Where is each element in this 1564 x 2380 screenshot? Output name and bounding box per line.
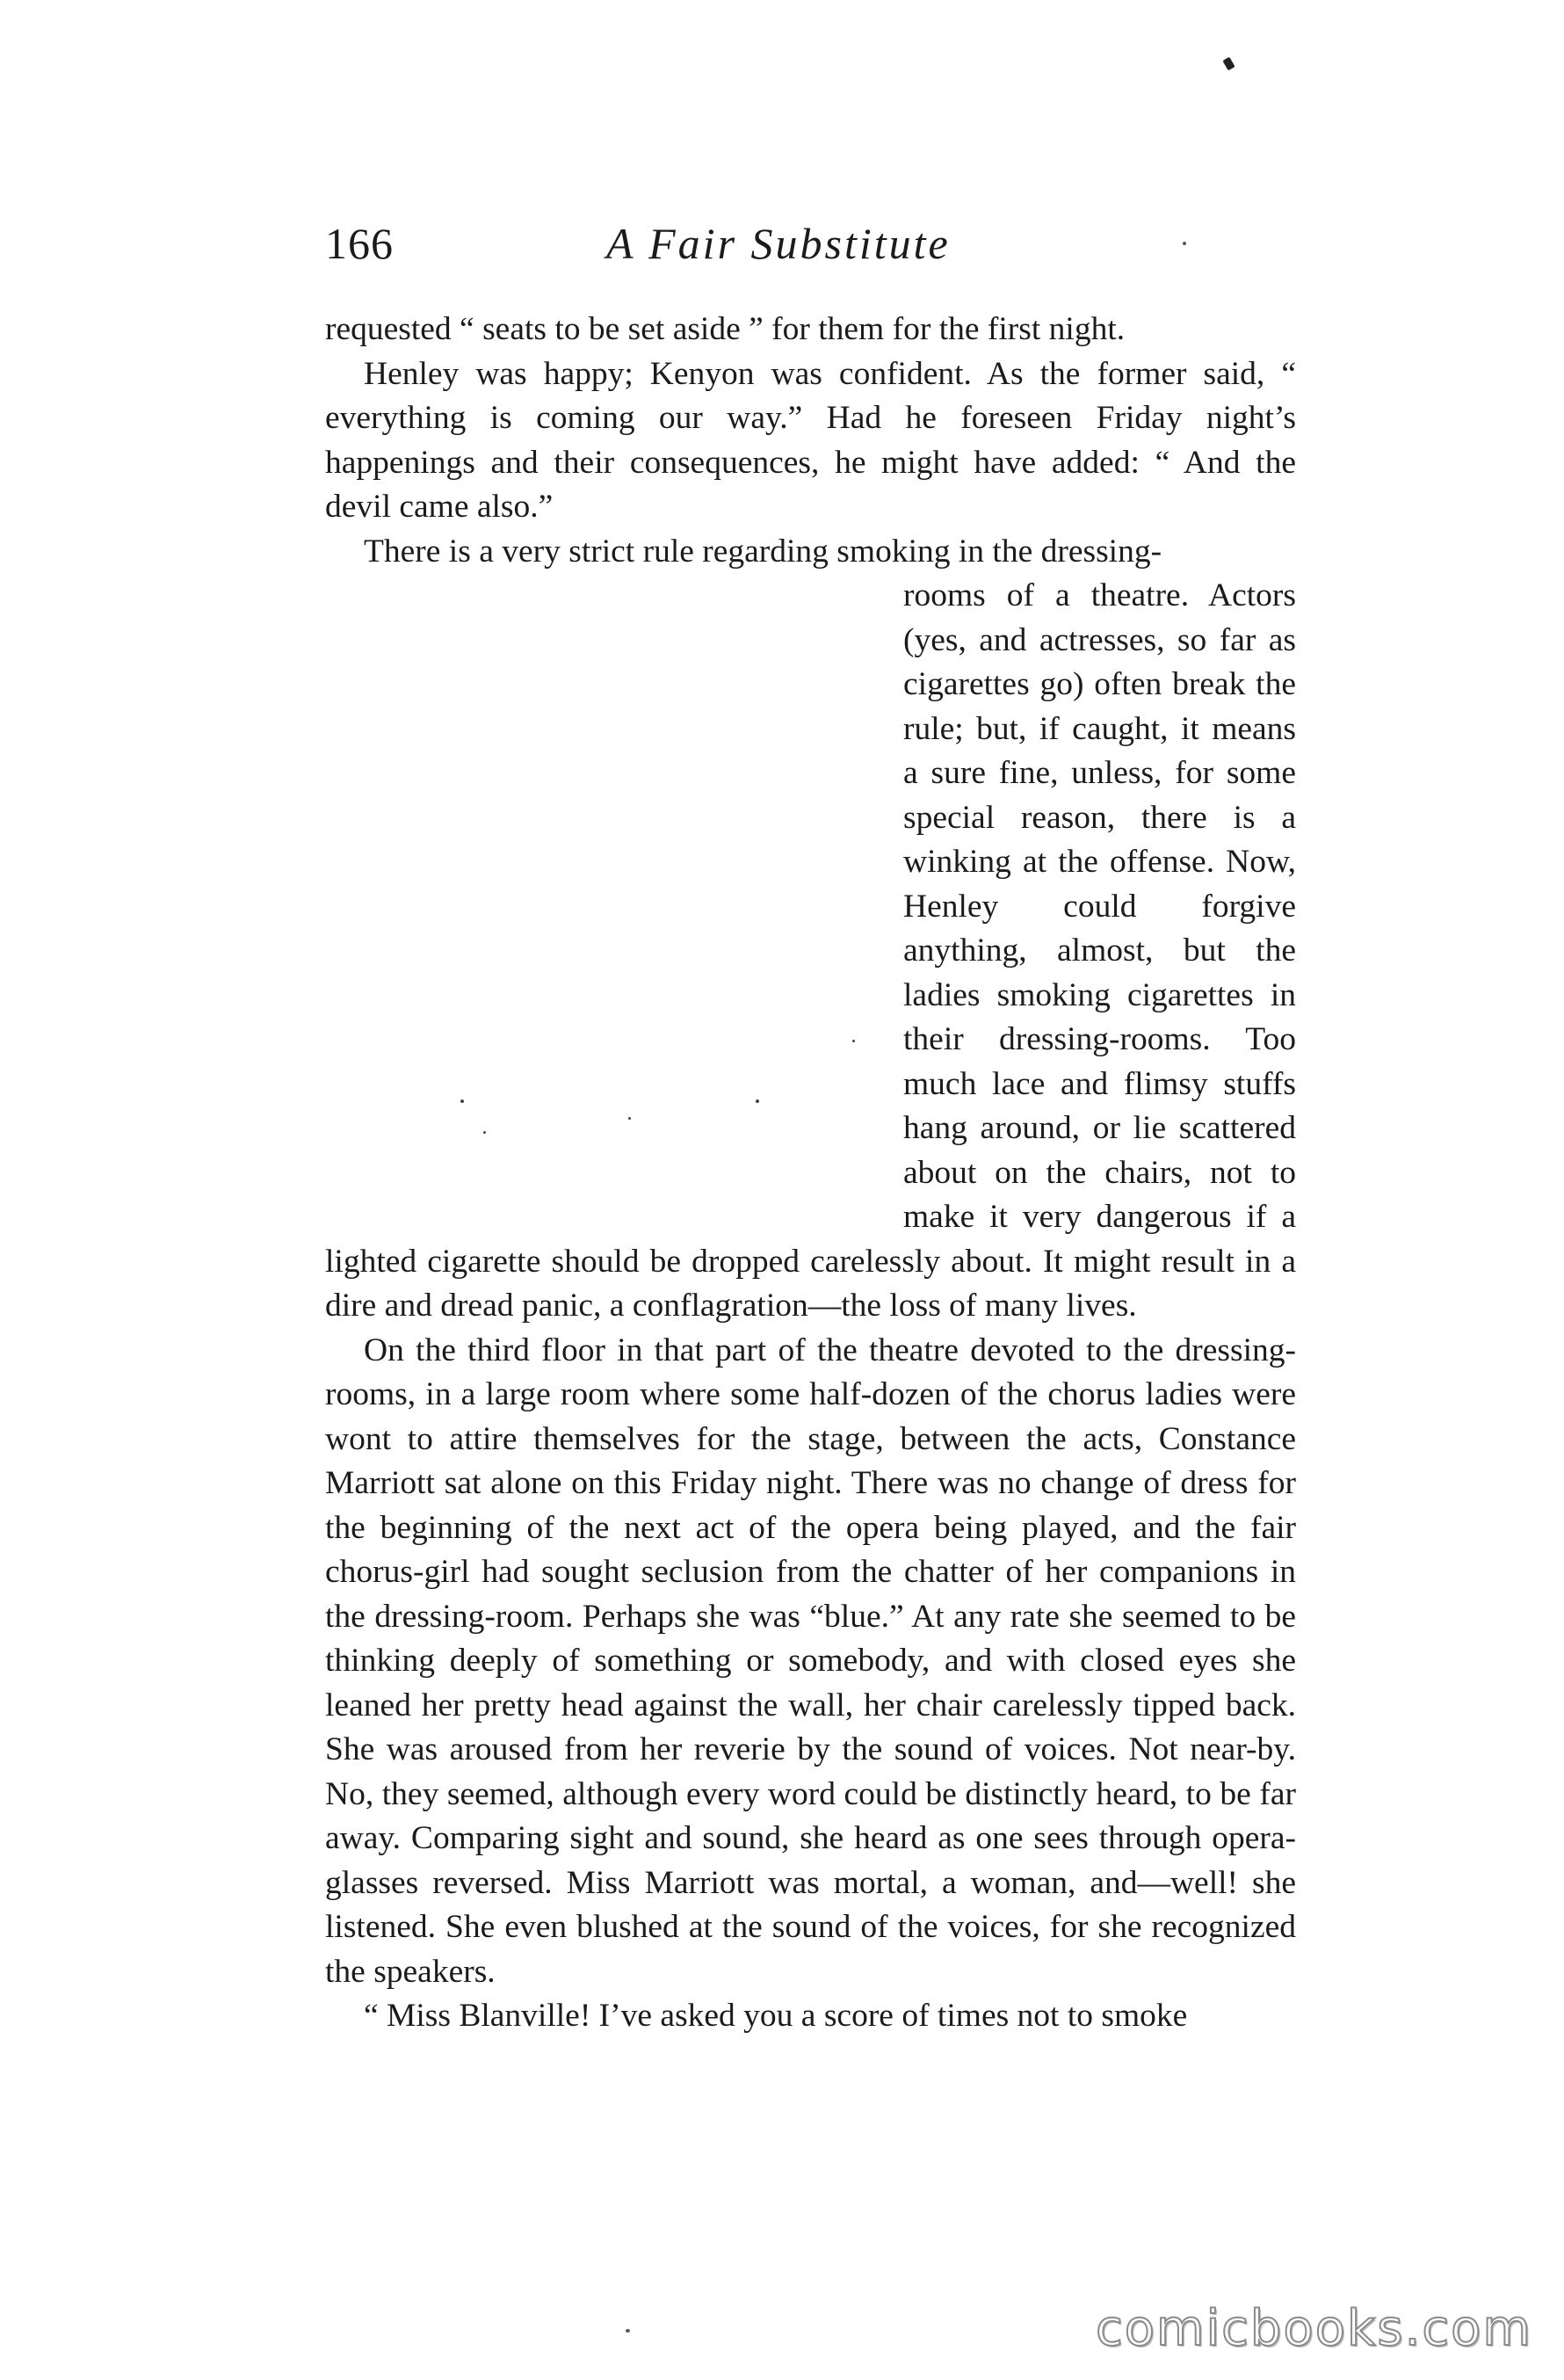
paragraph-smoking-rule-first-line: There is a very strict rule regarding smoking in the dressing- bbox=[364, 533, 1162, 570]
paragraph-smoking-rule bbox=[325, 530, 1296, 575]
paragraph-smoking-rule-body: rooms of a theatre. Actors (yes, and actresses, so far as cigarettes go) often break the rule; but, if caught, it means a sure fine, unless, for some special reason, there is a winking at the offense. Now, Henley could forgive anything, almost, but the ladies smoking cigarettes in their dressing-rooms. Too much lace and flimsy stuffs hang around, or lie scattered about on the chairs, not to make it very dangerous if a lighted cigarette should be dropped carelessly about. It might result in a dire and dread panic, a conflagration—the loss of many lives. bbox=[325, 577, 1296, 1324]
speck bbox=[628, 1117, 631, 1120]
stray-dot bbox=[626, 2329, 630, 2333]
paragraph-miss-blanville: “ Miss Blanville! I’ve asked you a score of times not to smoke bbox=[364, 1998, 1188, 2034]
paragraph-henley: Henley was happy; Kenyon was confident. As the former said, “ everything is coming our way.” Had he foreseen Friday night’s happenings and their consequences, he might have added: “ And the devil came also.” bbox=[325, 355, 1296, 525]
speck bbox=[483, 1131, 486, 1134]
illustration-placeholder bbox=[325, 574, 887, 1205]
paragraph-continuation: requested “ seats to be set aside ” for them for the first night. bbox=[325, 311, 1126, 347]
paragraph-third-floor: On the third floor in that part of the theatre devoted to the dressing-rooms, in a large room where some half-dozen of the chorus ladies were wont to attire themselves for the stage, between the acts, Constance Marriott sat alone on this Friday night. There was no change of dress for the beginning of the next act of the opera being played, and the fair chorus-girl had sought seclusion from the chatter of her companions in the dressing-room. Perhaps she was “blue.” At any rate she seemed to be thinking deeply of something or somebody, and with closed eyes she leaned her pretty head against the wall, her chair carelessly tipped back. She was aroused from her reverie by the sound of voices. Not near-by. No, they seemed, although every word could be distinctly heard, to be far away. Comparing sight and sound, she heard as one sees through opera-glasses reversed. Miss Marriott was mortal, a woman, and—well! she listened. She even blushed at the sound of the voices, for she recognized the speakers. bbox=[325, 1331, 1296, 1990]
speck bbox=[852, 1040, 855, 1042]
running-title: A Fair Substitute bbox=[606, 219, 951, 268]
body-text bbox=[325, 308, 1296, 2039]
speck bbox=[460, 1099, 464, 1103]
speck bbox=[756, 1099, 759, 1103]
watermark: comicbooks.com bbox=[1095, 2300, 1532, 2357]
page-number: 166 bbox=[325, 219, 394, 268]
corner-ink-mark bbox=[1222, 57, 1235, 71]
stray-dot bbox=[1183, 242, 1186, 245]
running-head bbox=[325, 218, 1296, 279]
